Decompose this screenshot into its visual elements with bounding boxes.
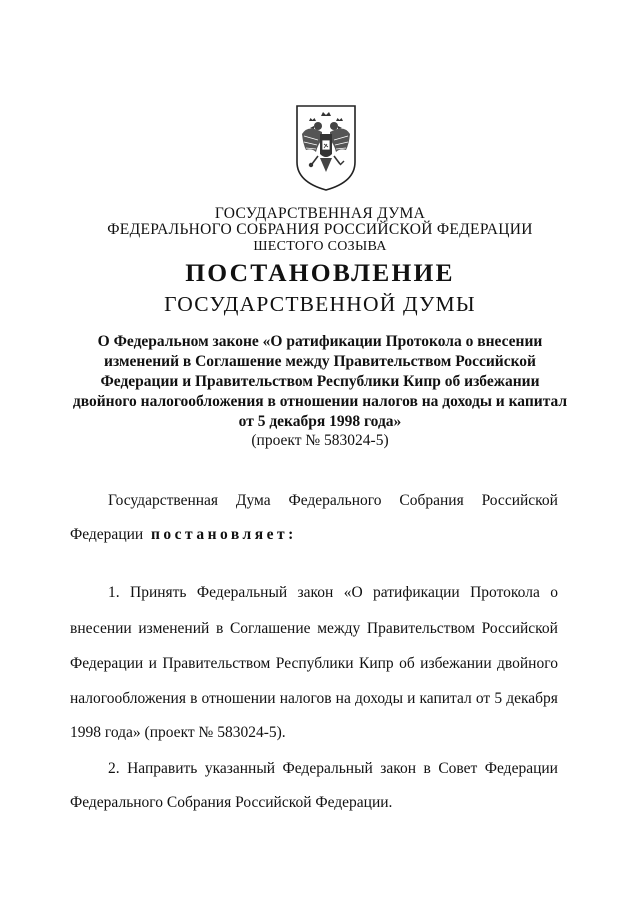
word: Государственная [108,492,219,509]
header-line-convocation: ШЕСТОГО СОЗЫВА [253,239,387,254]
word: Федеральный [282,760,373,777]
item-1-line-5: 1998 года» (проект № 583024-5). [70,724,286,741]
word: Российской [481,492,558,509]
word: Соглашение [229,620,311,637]
subject-line: О Федеральном законе «О ратификации Протокола о внесении [97,333,543,350]
word: внесении [70,620,132,637]
project-number: (проект № 583024-5) [251,432,389,449]
document-subtitle: ГОСУДАРСТВЕННОЙ ДУМЫ [164,292,476,316]
word: Федерации [70,526,144,543]
item-1-line-4 [70,690,558,708]
word: Российской [481,620,558,637]
word: закон [297,584,334,601]
subject-line: от 5 декабря 1998 года» [238,413,402,430]
word: от [475,690,491,707]
word: налогов [279,690,332,707]
item-2-line-1 [108,760,558,778]
word: на [335,690,351,707]
word: 2. [108,760,120,777]
header-line-federal-assembly: ФЕДЕРАЛЬНОГО СОБРАНИЯ РОССИЙСКОЙ ФЕДЕРАЦИИ [107,221,533,238]
word: Принять [130,584,187,601]
word: отношении [201,690,276,707]
word: Кипр [358,655,394,672]
word: Федеральный [196,584,288,601]
intro-line-2 [70,526,558,544]
subject-line: двойного налогообложения в отношении налогов на доходы и капитал [72,393,568,410]
word: и [407,690,416,707]
word: Правительством [366,620,475,637]
word: закон [380,760,417,777]
item-1-line-1 [108,584,558,602]
word: доходы [354,690,403,707]
word: в [215,620,224,637]
word: налогообложения [70,690,186,707]
resolution-verb: постановляет: [150,526,297,543]
item-1-line-3 [70,655,558,673]
word: капитал [419,690,472,707]
coat-of-arms-emblem [294,104,358,192]
word: 1. [108,584,120,601]
word: Протокола [470,584,540,601]
word: декабря [506,690,558,707]
item-2-line-2: Федерального Собрания Российской Федерации. [70,794,393,811]
word: избежании [420,655,492,672]
header-line-duma: ГОСУДАРСТВЕННАЯ ДУМА [214,205,426,222]
word: Собрания [399,492,464,509]
word: о [550,584,558,601]
subject-line: Федерации и Правительством Республики Кипр об избежании [100,373,540,390]
word: Федерального [288,492,382,509]
word: между [317,620,361,637]
word: об [399,655,415,672]
word: в [190,690,198,707]
word: указанный [204,760,276,777]
word: Правительством [162,655,271,672]
item-1-line-2 [70,620,558,638]
word: ратификации [373,584,460,601]
word: Федерации [70,655,144,672]
word: Совет [438,760,478,777]
word: 5 [494,690,503,707]
word: Дума [235,492,271,509]
word: Республики [275,655,354,672]
word: двойного [497,655,558,672]
intro-line-1 [108,492,558,510]
word: Федерации [484,760,558,777]
word: «О [343,584,363,601]
word: в [423,760,431,777]
document-title: ПОСТАНОВЛЕНИЕ [185,258,455,287]
word: и [148,655,157,672]
word: изменений [138,620,210,637]
word: Направить [127,760,198,777]
subject-line: изменений в Соглашение между Правительством Российской [104,353,536,370]
